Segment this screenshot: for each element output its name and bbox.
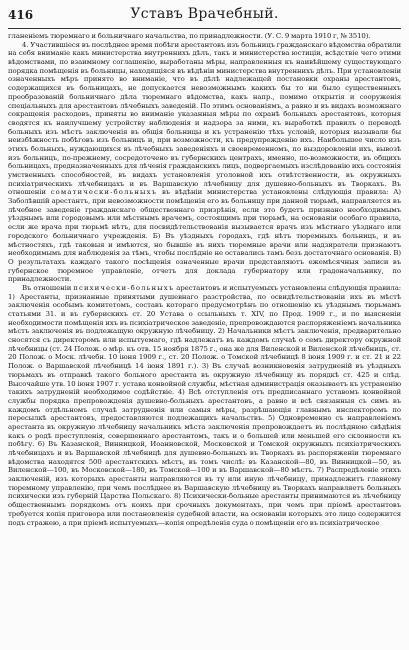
body-text — [8, 32, 401, 527]
header-rule — [8, 28, 401, 29]
spaced-emphasis: психически-больныхъ — [73, 283, 175, 292]
spaced-emphasis: соматически-больныхъ — [50, 188, 158, 197]
page-number: 416 — [8, 8, 34, 22]
running-title: Уставъ Врачебный. — [130, 6, 279, 22]
paragraph-note-4 — [8, 41, 401, 284]
paragraph-text: Въ отношенiи — [22, 283, 74, 292]
paragraph-text: 4. Участившiеся въ послѣднее время побѣги арестантовъ изъ больницъ гражданскаго вѣдомства обратили на себя вниманiе какъ министерства внутреннихъ дѣлъ, такъ и министерства юстицiи, всѣдствiе чего этими вѣдомствами, по взаимному соглашенiю, выработаны мѣры, направленныя къ наивѣйшему существующаго порядка помѣщенiя въ больницы, находящiяся въ вѣдѣнiи министерства внутреннихъ дѣлъ. При установленiи означенныхъ мѣръ принято во вниманiе, что въ дѣлѣ надлежащей постановки охраны арестантовъ, содержащихся въ больницахъ, не допускается невозможнымъ какихъ бы то ни было существенныхъ преобразованiй больничнаго дѣла тюремнаго вѣдомства, какъ напр., помимо открытiя и сооруженiя спецiальныхъ для арестантовъ лѣчебныхъ заведенiй. По этимъ основанiямъ, а равно и въ видахъ возможнаго сокращенiя расходовъ, приняты во вниманiе указанныя мѣры по охранѣ больныхъ арестантовъ, которыя сводятся къ наилучшему устройству наблюденiя и надзора за ними, къ выработкѣ правилъ о переводѣ больныхъ изъ мѣстъ заключенiя въ общiя больницы и къ устраненiю тѣхъ условiй, которыя вызывали бы неизбѣжность побѣговъ изъ больницъ и, при возможности, къ предупрежденiю ихъ. Наибольшее число изъ этихъ больныхъ, нуждающихся въ лѣчебныхъ заведенiяхъ и своевременномъ, по выздоровленiи ихъ, вывозѣ изъ больницъ, по-прежнему, сосредоточено въ губернскихъ центрахъ, именно, по-возможности, въ общихъ больницахъ, предназначенныхъ для лѣченiя гражданскихъ лицъ, подвергаемыхъ изслѣдованiю ихъ состоянiя умственныхъ способностей, въ видахъ установленiя уголовной ихъ отвѣтственности, въ окружныхъ психiатрическихъ лѣчебницахъ и въ Варшавскую лѣчебницу для душевно-больныхъ въ Творкахъ. Въ отношенiи — [8, 40, 401, 197]
paragraph-text: въ вѣдѣнiи министерства установлены слѣдующiя правила: А) Заболѣвшiй арестантъ, при невозможности помѣщенiя его въ больницу при данной тюрьмѣ, направляется въ лѣчебное заведенiе гражданскаго общественнаго призрѣнiя, если это будетъ признано необходимымъ уѣзднымъ или городовымъ или мѣстнымъ врачемъ, состоящимъ при тюрьмѣ, на основанiи особаго правила, если же врача при тюрьмѣ нѣтъ, для посвидѣтельствованiя вызывается врачъ изъ мѣстнаго уѣзднаго или городского больничнаго учрежденiя. Б) Въ уѣздныхъ городахъ, гдѣ нѣтъ тюремныхъ больницъ, и въ мѣстностяхъ, гдѣ таковыя и имѣются, но бывшiе въ нихъ тюремные врачи или надзиратели признаютъ необходимымъ для наблюденiя за тѣмъ, чтобы послѣднiе не оставались тамъ безъ достаточнаго основанiя. В) О результатахъ каждаго такого посѣщенiя означенные врачи представляютъ ежемѣсячныя записи въ губернское тюремное управленiе, отчетъ для доклада губернатору или градоначальнику, по принадлежности. — [8, 188, 401, 284]
paragraph-text: гланенiемъ тюремнаго и больничнаго начальства, по принадлежности. (У. С. 9 марта 1910 г, № 3510). — [8, 32, 371, 40]
page-header — [8, 6, 401, 28]
paragraph-text: арестантовъ и испытуемыхъ установлены слѣдующiя правила: 1) Арестанты, признанные принятыми душевнаго разстройства, по освидѣтельствованiи ихъ въ мѣстѣ заключенiя особымъ комитетомъ, составъ котораго предусмотрѣнъ по отношенiю къ уѣзднымъ тюрьмамъ статьями 31. и въ губерискихъ ст. 20 Устава о ссыльныхъ т. XIV, по Прод. 1909 г., и по выясненiи необходимости помѣщенiя ихъ въ психiатрическое заведенiе, препровождаются распоряженiемъ начальника мѣстъ заключенiя въ подлежащую окружную лѣчебницу. 2) Начальники мѣстъ заключенiя, предварительно сносятся съ директоромъ или испытуемаго, гдѣ надлежатъ въ каждомъ случаѣ о семъ директору окружной лѣчебницы (ст. 24 Полож. о мѣр. къ отв. 15 ноября 1875 г., она же для Виленской и Виленской лѣчебницъ, ст. 20 Полож. о Моск. лѣчебн. 10 iюня 1909 г., ст. 20 Полож. о Томской лѣчебницѣ 8 iюня 1909 г. и ст. 21 и 22 Полож. о Варшавской лѣчебницѣ 14 iюня 1891 г.). 3) Въ случаѣ возникновенiя затрудненiй въ уѣздныхъ тюрьмахъ въ отправкѣ такого больного арестанта въ окружную лѣчебницу въ порядкѣ ст. 425 и слѣд. Высочайше утв. 10 iюня 1907 г. устава конвойной службы, мѣстная администрацiя оказываетъ къ устраненiю такихъ затрудненiй необходимое содѣйствiе. 4) Всѣ отступленiя отъ предписаннаго уставомъ конвойной службы порядка препровожденiя душевно-больныхъ арестантовъ, а равно и всѣ связанныя съ симъ въ каждомъ отдѣльномъ случаѣ затрудненiя или самыя мѣры, разрѣшающiя главнымъ инспекторомъ по пересылкѣ арестантовъ, предоставляются подлежащихъ начальствъ. 5) Одновременно съ направленiемъ арестанта въ окружную лѣчебницу начальникъ мѣста заключенiя препровождаетъ въ послѣднюю свѣдѣнiя какъ о родѣ преступленiя, совершеннаго арестантомъ, такъ и о большей или меньшей его склонности къ побѣгу. 6) Въ Казанской, Винницкой, Иоанновской, Московской и Томской окружныхъ психiатрическихъ лѣчебницахъ и въ Варшавской лѣчебницѣ для душевно-больныхъ въ Творкахъ въ распоряженiи тюремнаго вѣдомства находятся 500 арестантскихъ мѣстъ, въ томъ числѣ: въ Казанской—80, въ Винницкой—50, въ Виленской—100, въ Московской—180, въ Томской—100 и въ Варшавской—80 мѣстъ. 7) Распредѣленiе этихъ заключенiй, изъ которыхъ арестанты направляются въ ту или иную лѣчебницу, принадлежитъ главному тюремному управленiю, при чемъ послѣднее въ Варшавскую лѣчебницу въ Творкахъ направляетъ больныхъ психически изъ губернiй Царства Польскаго. 8) Психически-больные арестанты принимаются въ лѣчебницу общественнымъ порядкомъ отъ коихъ при срочныхъ документахъ, при чемъ при прiемѣ арестантовъ требуется копiя приговора или постановленiя судебной власти, на основанiи которыхъ это лицо содержится подъ стражею, а при прiемѣ испытуемыхъ—копiя опредѣленiя суда о помѣщенiи его въ психiатрическое — [8, 283, 401, 527]
paragraph-continuation — [8, 32, 401, 41]
document-page — [8, 6, 401, 527]
paragraph-psychiatric — [8, 284, 401, 527]
